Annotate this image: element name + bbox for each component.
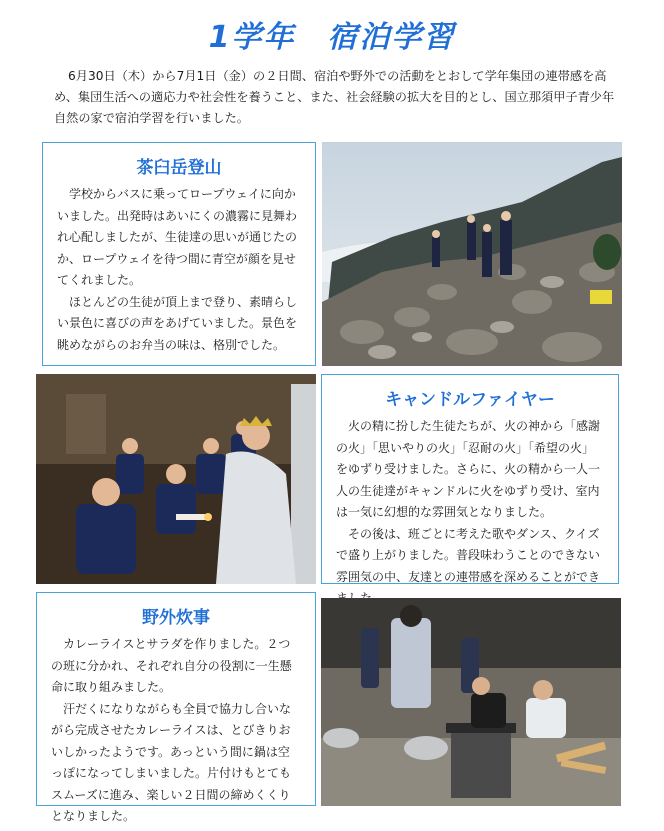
- section-heading: 野外炊事: [142, 608, 210, 628]
- photo-mountain-climb: [322, 142, 622, 366]
- section-paragraph: 火の精に扮した生徒たちが、火の神から「感謝の火」「思いやりの火」「忍耐の火」「希望の火」をゆずり受けました。さらに、火の精から一人一人の生徒達がキャンドルに火をゆずり受け、室内は一気に幻想的な雰囲気となりました。: [336, 419, 601, 519]
- photo-candle-fire: [36, 374, 316, 584]
- section-heading: 茶臼岳登山: [136, 158, 222, 178]
- section-paragraph: その後は、班ごとに考えた歌やダンス、クイズで盛り上がりました。普段味わうことのできない雰囲気の中、友達との連帯感を深めることができ: [336, 526, 601, 584]
- section-candle-fire: [321, 374, 619, 584]
- section-paragraph: カレーライスとサラダを作りました。２つの班に分かれ、それぞれ自分の役割に一生懸命に取り組みました。: [51, 637, 292, 694]
- page-title: 1学年 宿泊学習: [208, 20, 456, 55]
- section-outdoor-cooking: [36, 592, 316, 823]
- section-paragraph: ほとんどの生徒が頂上まで登り、素晴らしい景色に喜びの声をあげていました。景色を眺めながらのお弁当の味は、格別でした。: [57, 294, 298, 352]
- section-heading: キャンドルファイヤー: [385, 390, 555, 410]
- intro-paragraph: 6月30日（木）から7月1日（金）の２日間、宿泊や野外での活動をとおして学年集団の連帯感を高め、集団生活への適応力や社会性を養うこと、また、社会経験の拡大を目的とし、国立那須甲子青少年自然の家で宿泊学習を行いました。: [54, 69, 615, 125]
- section-paragraph: 汗だくになりながらも全員で協力し合いながら完成させたカレーライスは、とびきりおいしかったようです。あっという間に鍋は空っぽになってしまいました。片付けもとてもスムーズに進み、楽しい２日間の締めくくりとなりました。: [51, 701, 292, 823]
- section-mountain-climb: [42, 142, 316, 366]
- photo-outdoor-cooking: [321, 598, 621, 806]
- section-paragraph: 学校からバスに乗ってロープウェイに向かいました。出発時はあいにくの濃霧に見舞われ心配しましたが、生徒達の思いが通じたのか、ロープウェイを待つ間に青空が顔を見せてくれました。: [57, 187, 298, 287]
